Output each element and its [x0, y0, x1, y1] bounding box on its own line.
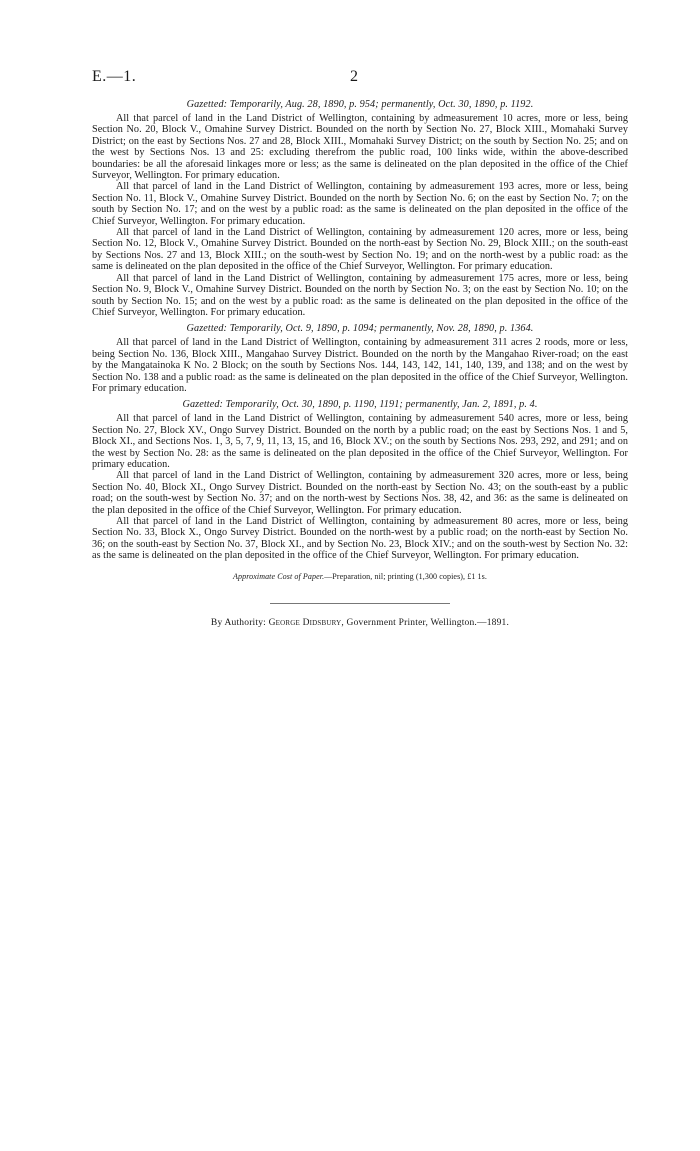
printer-suffix: , Government Printer, Wellington.—1891. — [341, 617, 510, 628]
land-parcel-paragraph: All that parcel of land in the Land District of Wellington, containing by admeasurement 120 acres, more or less, being Section No. 12, Block V., Omahine Survey District. Bounded on the north-east by Section No. 29, Block XIII.; on the south-east by Sections Nos. 27 and 13, Block XIII.; on the south-west by Section No. 19; and on the north-west by a public road: as the same is delineated on the plan deposited in the office of the Chief Surveyor, Wellington. For primary education. — [92, 227, 628, 273]
gazette-heading: Gazetted: Temporarily, Oct. 9, 1890, p. 1094; permanently, Nov. 28, 1890, p. 1364. — [186, 323, 534, 335]
cost-text: —Preparation, nil; printing (1,300 copies), £1 1s. — [324, 571, 487, 581]
cost-label: Approximate Cost of Paper. — [233, 571, 325, 581]
document-page — [92, 68, 628, 628]
printer-name: George Didsbury — [268, 617, 342, 628]
land-parcel-paragraph: All that parcel of land in the Land District of Wellington, containing by admeasurement 320 acres, more or less, being Section No. 40, Block XI., Ongo Survey District. Bounded on the north-east by Section No. 43; on the south-east by a public road; on the south-west by Section No. 37; and on the north-west by Sections Nos. 38, 42, and 36: as the same is delineated on the plan deposited in the office of the Chief Surveyor, Wellington. For primary education. — [92, 470, 628, 516]
land-parcel-paragraph: All that parcel of land in the Land District of Wellington, containing by admeasurement 311 acres 2 roods, more or less, being Section No. 136, Block XIII., Mangahao Survey District. Bounded on the north by the Mangahao River-road; on the east by the Mangatainoka K No. 2 Block; on the south by Sections Nos. 144, 143, 142, 141, 140, 139, and 138; and on the west by Section No. 138 and a public road: as the same is delineated on the plan deposited in the office of the Chief Surveyor, Wellington. For primary education. — [92, 337, 628, 394]
land-parcel-paragraph: All that parcel of land in the Land District of Wellington, containing by admeasurement 80 acres, more or less, being Section No. 33, Block X., Ongo Survey District. Bounded on the north-west by a public road; on the north-east by Section No. 36; on the south-east by Section No. 37, Block XI., and by Section No. 23, Block XIV.; and on the south-west by Section No. 32: as the same is delineated on the plan deposited in the office of the Chief Surveyor, Wellington. For primary education. — [92, 516, 628, 562]
page-number: 2 — [350, 68, 358, 85]
approximate-cost-note — [92, 572, 628, 581]
land-parcel-paragraph: All that parcel of land in the Land District of Wellington, containing by admeasurement 540 acres, more or less, being Section No. 27, Block XV., Ongo Survey District. Bounded on the north by a public road; on the east by Sections Nos. 1 and 5, Block XI., and Sections Nos. 1, 3, 5, 7, 9, 11, 13, 15, and 16, Block XV.; on the south by Sections Nos. 293, 292, and 291; and on the west by Section No. 28: as the same is delineated on the plan deposited in the office of the Chief Surveyor, Wellington. For primary education. — [92, 413, 628, 470]
gazette-section — [92, 398, 628, 561]
gazette-heading: Gazetted: Temporarily, Oct. 30, 1890, p. 1190, 1191; permanently, Jan. 2, 1891, p. 4. — [182, 399, 538, 411]
gazette-section — [92, 322, 628, 394]
printer-imprint — [92, 618, 628, 628]
footer-divider — [270, 603, 450, 604]
land-parcel-paragraph: All that parcel of land in the Land District of Wellington, containing by admeasurement 10 acres, more or less, being Section No. 20, Block V., Omahine Survey District. Bounded on the north by Section No. 27, Block XIII., Momahaki Survey District; on the east by Sections Nos. 27 and 28, Block XIII., Momahaki Survey District; on the south by Section No. 25; and on the west by Sections Nos. 13 and 25: excluding therefrom the public road, 100 links wide, within the above-described boundaries: be all the aforesaid linkages more or less; as the same is delineated on the plan deposited in the office of the Chief Surveyor, Wellington. For primary education. — [92, 113, 628, 182]
document-reference: E.—1. — [92, 68, 137, 85]
printer-prefix: By Authority: — [210, 617, 267, 628]
land-parcel-paragraph: All that parcel of land in the Land District of Wellington, containing by admeasurement 193 acres, more or less, being Section No. 11, Block V., Omahine Survey District. Bounded on the north by Section No. 6; on the east by Section No. 7; on the south by Section No. 17; and on the west by a public road: as the same is delineated on the plan deposited in the office of the Chief Surveyor, Wellington. For primary education. — [92, 181, 628, 227]
land-parcel-paragraph: All that parcel of land in the Land District of Wellington, containing by admeasurement 175 acres, more or less, being Section No. 9, Block V., Omahine Survey District. Bounded on the north by Section No. 3; on the east by Section No. 10; on the south by Section No. 15; and on the west by a public road: as the same is delineated on the plan deposited in the office of the Chief Surveyor, Wellington. For primary education. — [92, 272, 628, 318]
page-header — [92, 68, 628, 94]
gazette-heading: Gazetted: Temporarily, Aug. 28, 1890, p. 954; permanently, Oct. 30, 1890, p. 1192. — [186, 99, 534, 110]
gazette-section — [92, 98, 628, 318]
